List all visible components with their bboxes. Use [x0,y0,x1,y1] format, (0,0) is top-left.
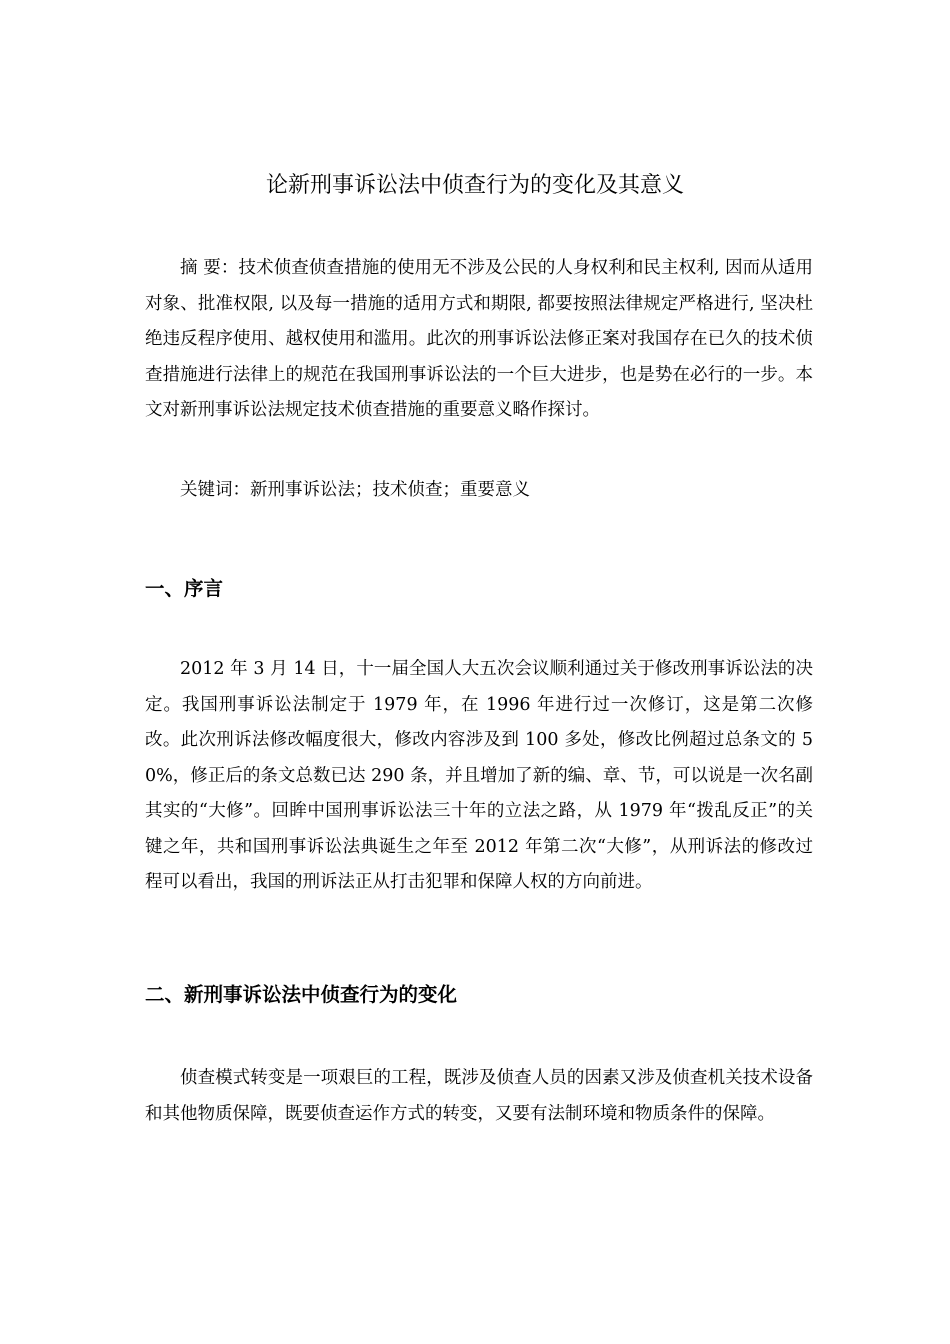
section-heading-preface: 一、序言 [145,577,224,600]
changes-paragraph: 侦查模式转变是一项艰巨的工程，既涉及侦查人员的因素又涉及侦查机关技术设备和其他物质保障，既要侦查运作方式的转变，又要有法制环境和物质条件的保障。 [145,1068,813,1124]
document-title: 论新刑事诉讼法中侦查行为的变化及其意义 [265,173,684,198]
abstract-paragraph: 摘 要：技术侦查侦查措施的使用无不涉及公民的人身权利和民主权利, 因而从适用对象、批准权限, 以及每一措施的适用方式和期限, 都要按照法律规定严格进行, 坚决杜绝违反程序使用、越权使用和滥用。此次的刑事诉讼法修正案对我国存在已久的技术侦查措施进行法律上的规范在我国刑事诉讼法的一个巨大进步，也是势在必行的一步。本文对新刑事诉讼法规定技术侦查措施的重要意义略作探讨。 [145,258,813,420]
preface-paragraph: 2012 年 3 月 14 日，十一届全国人大五次会议顺利通过关于修改刑事诉讼法的决定。我国刑事诉讼法制定于 1979 年，在 1996 年进行过一次修订，这是第二次修改。此次刑诉法修改幅度很大，修改内容涉及到 100 多处，修改比例超过总条文的 50%，修正后的条文总数已达 290 条，并且增加了新的编、章、节，可以说是一次名副其实的“大修”。回眸中国刑事诉讼法三十年的立法之路，从 1979 年“拨乱反正”的关键之年，共和国刑事诉讼法典诞生之年至 2012 年第二次“大修”，从刑诉法的修改过程可以看出，我国的刑诉法正从打击犯罪和保障人权的方向前进。 [145,659,813,892]
section-heading-changes: 二、新刑事诉讼法中侦查行为的变化 [145,983,458,1006]
keywords-line: 关键词：新刑事诉讼法；技术侦查；重要意义 [180,480,530,500]
